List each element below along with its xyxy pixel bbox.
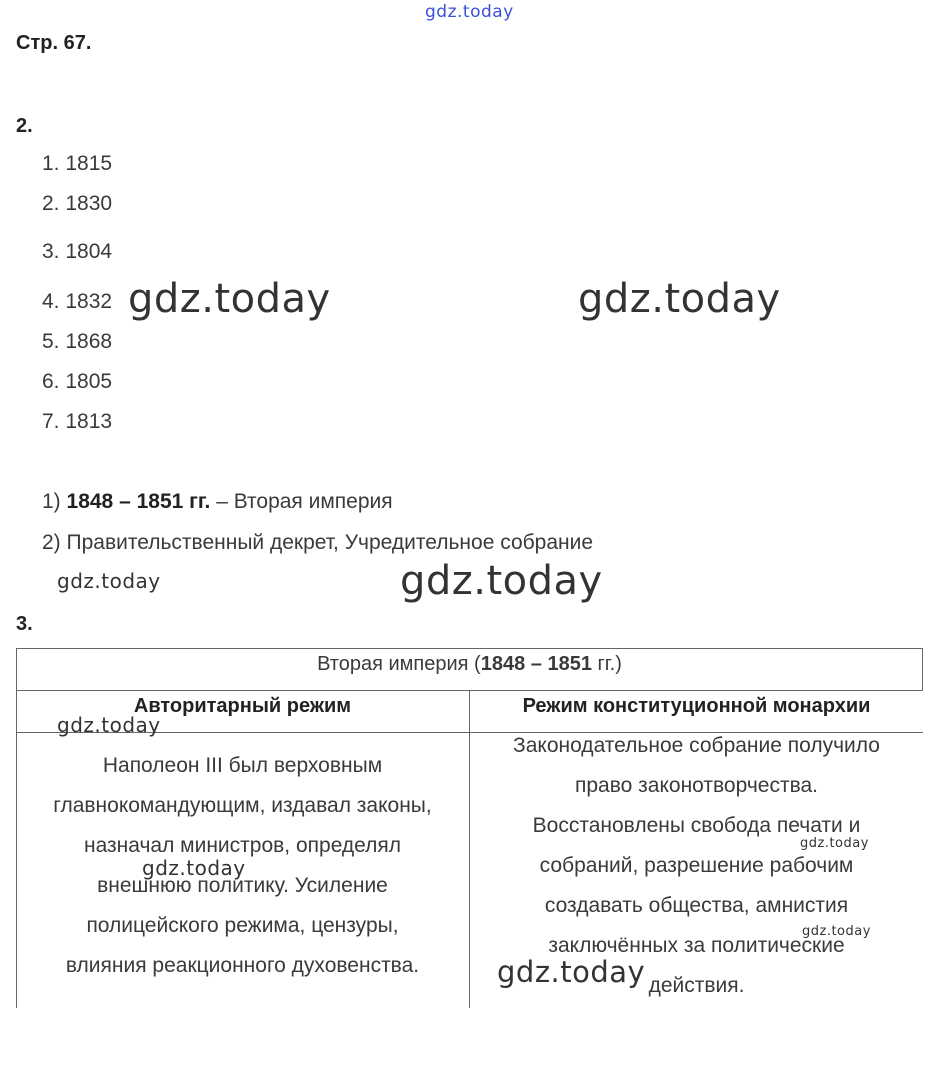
list-item: 6. 1805 — [42, 370, 113, 393]
column-header-constitutional: Режим конституционной монархии — [522, 695, 871, 717]
watermark-large: gdz.today — [578, 276, 781, 322]
table-title-suffix: гг.) — [591, 653, 622, 675]
answer-line-2: 2) Правительственный декрет, Учредительное собрание — [42, 531, 594, 554]
table-title — [16, 653, 923, 676]
regime-table — [16, 648, 923, 1008]
watermark-small: gdz.today — [802, 924, 871, 939]
watermark-small: gdz.today — [800, 836, 869, 851]
cell-line: право законотворчества. — [575, 774, 818, 797]
watermark-medium: gdz.today — [57, 713, 161, 737]
page-heading: Стр. 67. — [16, 32, 92, 54]
cell-line: внешнюю политику. Усиление — [97, 874, 388, 897]
cell-line: главнокомандующим, издавал законы, — [53, 794, 432, 817]
watermark-large: gdz.today — [400, 558, 603, 604]
list-item: 4. 1832 — [42, 290, 113, 313]
answer-prefix: 1) — [42, 490, 67, 513]
list-item: 3. 1804 — [42, 240, 113, 263]
watermark-medium: gdz.today — [57, 569, 161, 593]
list-item: 5. 1868 — [42, 330, 113, 353]
watermark-large: gdz.today — [497, 955, 646, 989]
cell-line: создавать общества, амнистия — [544, 894, 849, 917]
list-item: 7. 1813 — [42, 410, 113, 433]
answer-bold-dates: 1848 – 1851 гг. — [66, 490, 211, 513]
table-title-dates: 1848 – 1851 — [480, 653, 592, 675]
list-item: 1. 1815 — [42, 152, 113, 175]
cell-line: Законодательное собрание получило — [513, 734, 880, 757]
task3-number: 3. — [16, 613, 33, 635]
table-title-prefix: Вторая империя ( — [317, 653, 481, 675]
answer-rest: – Вторая империя — [210, 490, 393, 513]
task2-number: 2. — [16, 115, 33, 137]
cell-line: заключённых за политические — [548, 934, 845, 957]
cell-line: действия. — [648, 974, 745, 997]
list-item: 2. 1830 — [42, 192, 113, 215]
cell-line: Наполеон III был верховным — [102, 754, 383, 777]
watermark-large: gdz.today — [128, 276, 331, 322]
cell-line: Восстановлены свобода печати и — [532, 814, 861, 837]
answer-line-1 — [42, 490, 393, 514]
table-border-top — [16, 648, 923, 649]
cell-line: собраний, разрешение рабочим — [539, 854, 854, 877]
cell-line: назначал министров, определял — [83, 834, 402, 857]
column-header-authoritarian: Авторитарный режим — [133, 695, 352, 717]
cell-line: полицейского режима, цензуры, — [86, 914, 399, 937]
watermark-medium: gdz.today — [142, 856, 246, 880]
watermark-top: gdz.today — [425, 2, 514, 22]
cell-line: влияния реакционного духовенства. — [65, 954, 420, 977]
